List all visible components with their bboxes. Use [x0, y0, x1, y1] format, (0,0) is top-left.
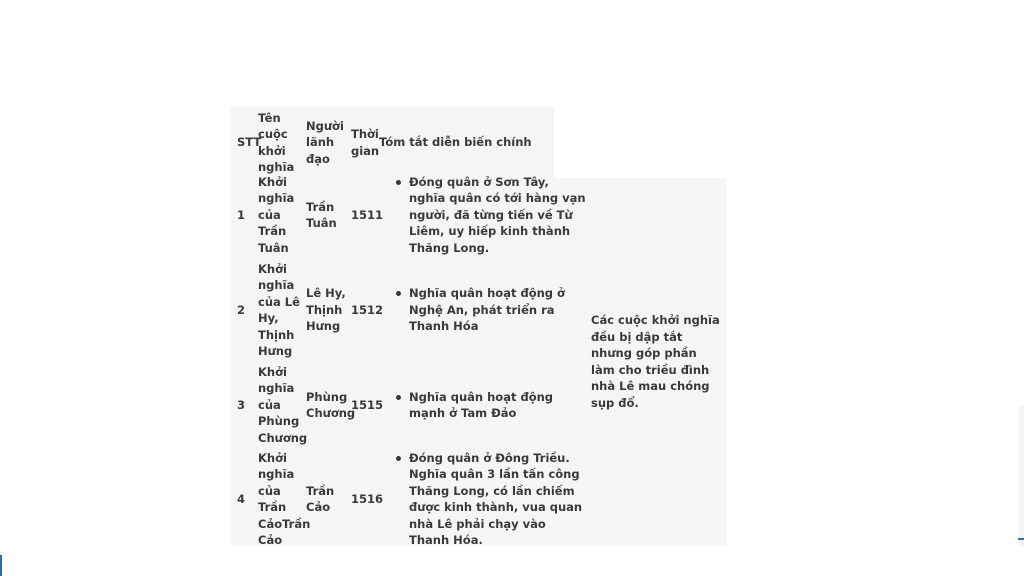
row-stt: 2 — [237, 302, 246, 317]
row-time: 1515 — [351, 397, 384, 412]
row-uprising-name: Khởi nghĩa của Trần CảoTrần Cảo — [258, 450, 311, 547]
list-item: Nghĩa quân hoạt động mạnh ở Tam Đảo — [393, 389, 587, 422]
window-edge-right — [1019, 406, 1024, 546]
row-summary — [393, 260, 587, 360]
row-stt: 3 — [237, 397, 246, 412]
row-time: 1512 — [351, 302, 384, 317]
row-leader: Lê Hy, Thịnh Hưng — [306, 286, 346, 334]
row-stt: 1 — [237, 207, 246, 222]
header-stt: STT — [237, 135, 262, 150]
row-time: 1511 — [351, 207, 384, 222]
row-summary — [393, 450, 587, 548]
header-summary: Tóm tắt diễn biến chính — [379, 135, 532, 150]
row-leader: Trần Tuân — [306, 199, 337, 230]
row-uprising-name: Khởi nghĩa của Trần Tuân — [258, 174, 295, 255]
result-cell: Các cuộc khởi nghĩa đều bị dập tắt nhưng góp phần làm cho triều đình nhà Lê mau chóng sụp đổ. — [591, 313, 720, 410]
list-item: Đóng quân ở Đông Triều. Nghĩa quân 3 lần tấn công Thăng Long, có lần chiếm được kinh thành, vua quan nhà Lê phải chạy vào Thanh Hóa. — [393, 450, 587, 549]
header-uprising-name: Tên cuộc khởi nghĩa — [258, 110, 295, 174]
list-item: Đóng quân ở Sơn Tây, nghĩa quân có tới hàng vạn người, đã từng tiến về Từ Liêm, uy hiếp kinh thành Thăng Long. — [393, 174, 587, 257]
window-edge-right-line — [1018, 538, 1024, 540]
row-leader: Trần Cảo — [306, 483, 335, 514]
row-stt: 4 — [237, 491, 246, 506]
row-uprising-name: Khởi nghĩa của Lê Hy, Thịnh Hưng — [258, 261, 300, 358]
row-time: 1516 — [351, 491, 384, 506]
row-summary — [393, 363, 587, 447]
window-edge-left — [0, 555, 2, 576]
header-time: Thời gian — [351, 127, 380, 158]
row-uprising-name: Khởi nghĩa của Phùng Chương — [258, 364, 308, 445]
header-leader: Người lãnh đạo — [306, 118, 344, 166]
row-leader: Phùng Chương — [306, 389, 356, 420]
list-item: Nghĩa quân hoạt động ở Nghệ An, phát triển ra Thanh Hóa — [393, 285, 587, 335]
row-summary — [393, 175, 587, 255]
